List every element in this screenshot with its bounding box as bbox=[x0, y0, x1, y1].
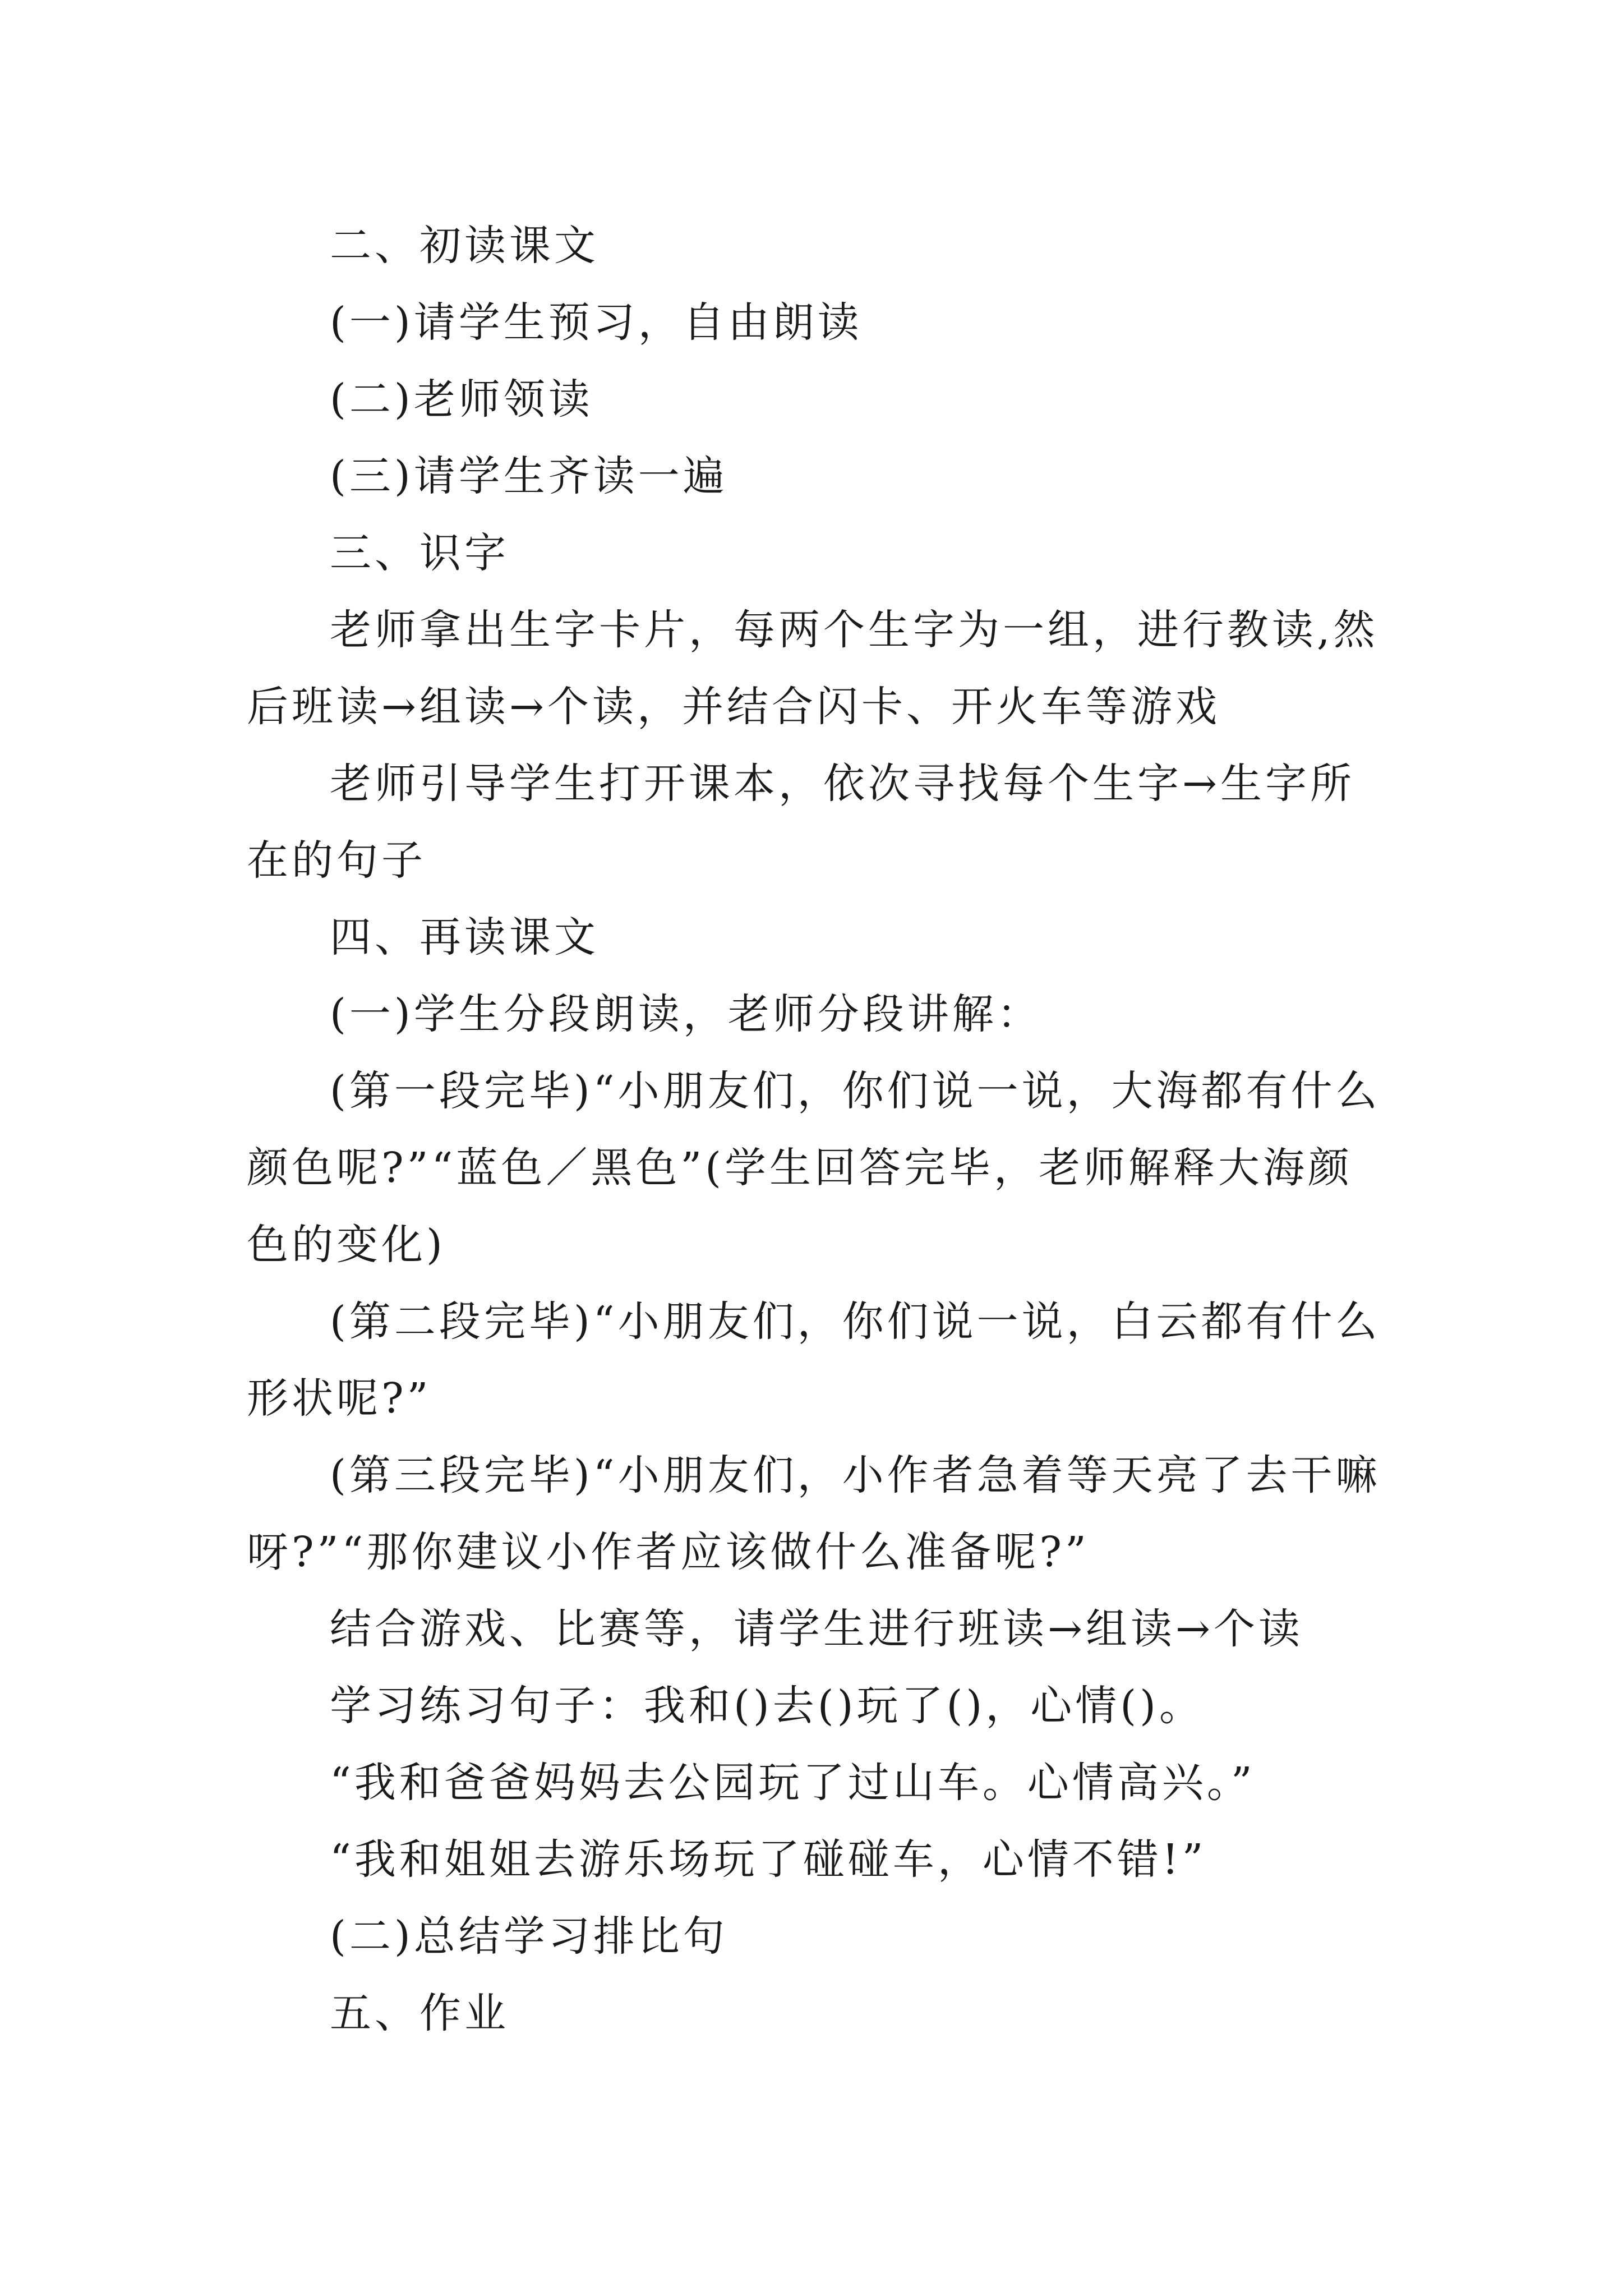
paragraph-games: 结合游戏、比赛等，请学生进行班读→组读→个读 bbox=[330, 1605, 1304, 1653]
paragraph-segment-one: (第一段完毕)“小朋友们，你们说一说，大海都有什么颜色呢?”“蓝色／黑色”(学生回答完毕，老师解释大海颜色的变化) bbox=[247, 1067, 1381, 1269]
section-heading-first-reading: 二、初读课文 bbox=[330, 222, 599, 270]
paragraph-sentence-practice: 学习练习句子：我和()去()玩了()，心情()。 bbox=[330, 1682, 1204, 1730]
paragraph-example-one: “我和爸爸妈妈去公园玩了过山车。心情高兴。” bbox=[330, 1759, 1256, 1807]
paragraph-example-two: “我和姐姐去游乐场玩了碰碰车，心情不错!” bbox=[330, 1835, 1207, 1884]
section-heading-homework: 五、作业 bbox=[330, 1989, 509, 2037]
section-heading-characters: 三、识字 bbox=[330, 529, 509, 577]
paragraph-segment-three: (第三段完毕)“小朋友们，小作者急着等天亮了去干嘛呀?”“那你建议小作者应该做什么准备呢?” bbox=[247, 1451, 1381, 1576]
paragraph-segment-reading: (一)学生分段朗读，老师分段讲解： bbox=[330, 990, 1042, 1038]
paragraph-find-sentences: 老师引导学生打开课本，依次寻找每个生字→生字所在的句子 bbox=[247, 760, 1355, 885]
section-heading-reread: 四、再读课文 bbox=[330, 913, 599, 961]
paragraph-teacher-lead: (二)老师领读 bbox=[330, 375, 593, 424]
document-page bbox=[247, 208, 1385, 2052]
paragraph-character-cards: 老师拿出生字卡片，每两个生字为一组，进行教读,然后班读→组读→个读，并结合闪卡、开火车等游戏 bbox=[247, 606, 1378, 731]
paragraph-preview-reading: (一)请学生预习，自由朗读 bbox=[330, 298, 863, 347]
paragraph-segment-two: (第二段完毕)“小朋友们，你们说一说，白云都有什么形状呢?” bbox=[247, 1297, 1381, 1423]
paragraph-group-reading: (三)请学生齐读一遍 bbox=[330, 452, 728, 500]
paragraph-parallelism-summary: (二)总结学习排比句 bbox=[330, 1912, 728, 1961]
